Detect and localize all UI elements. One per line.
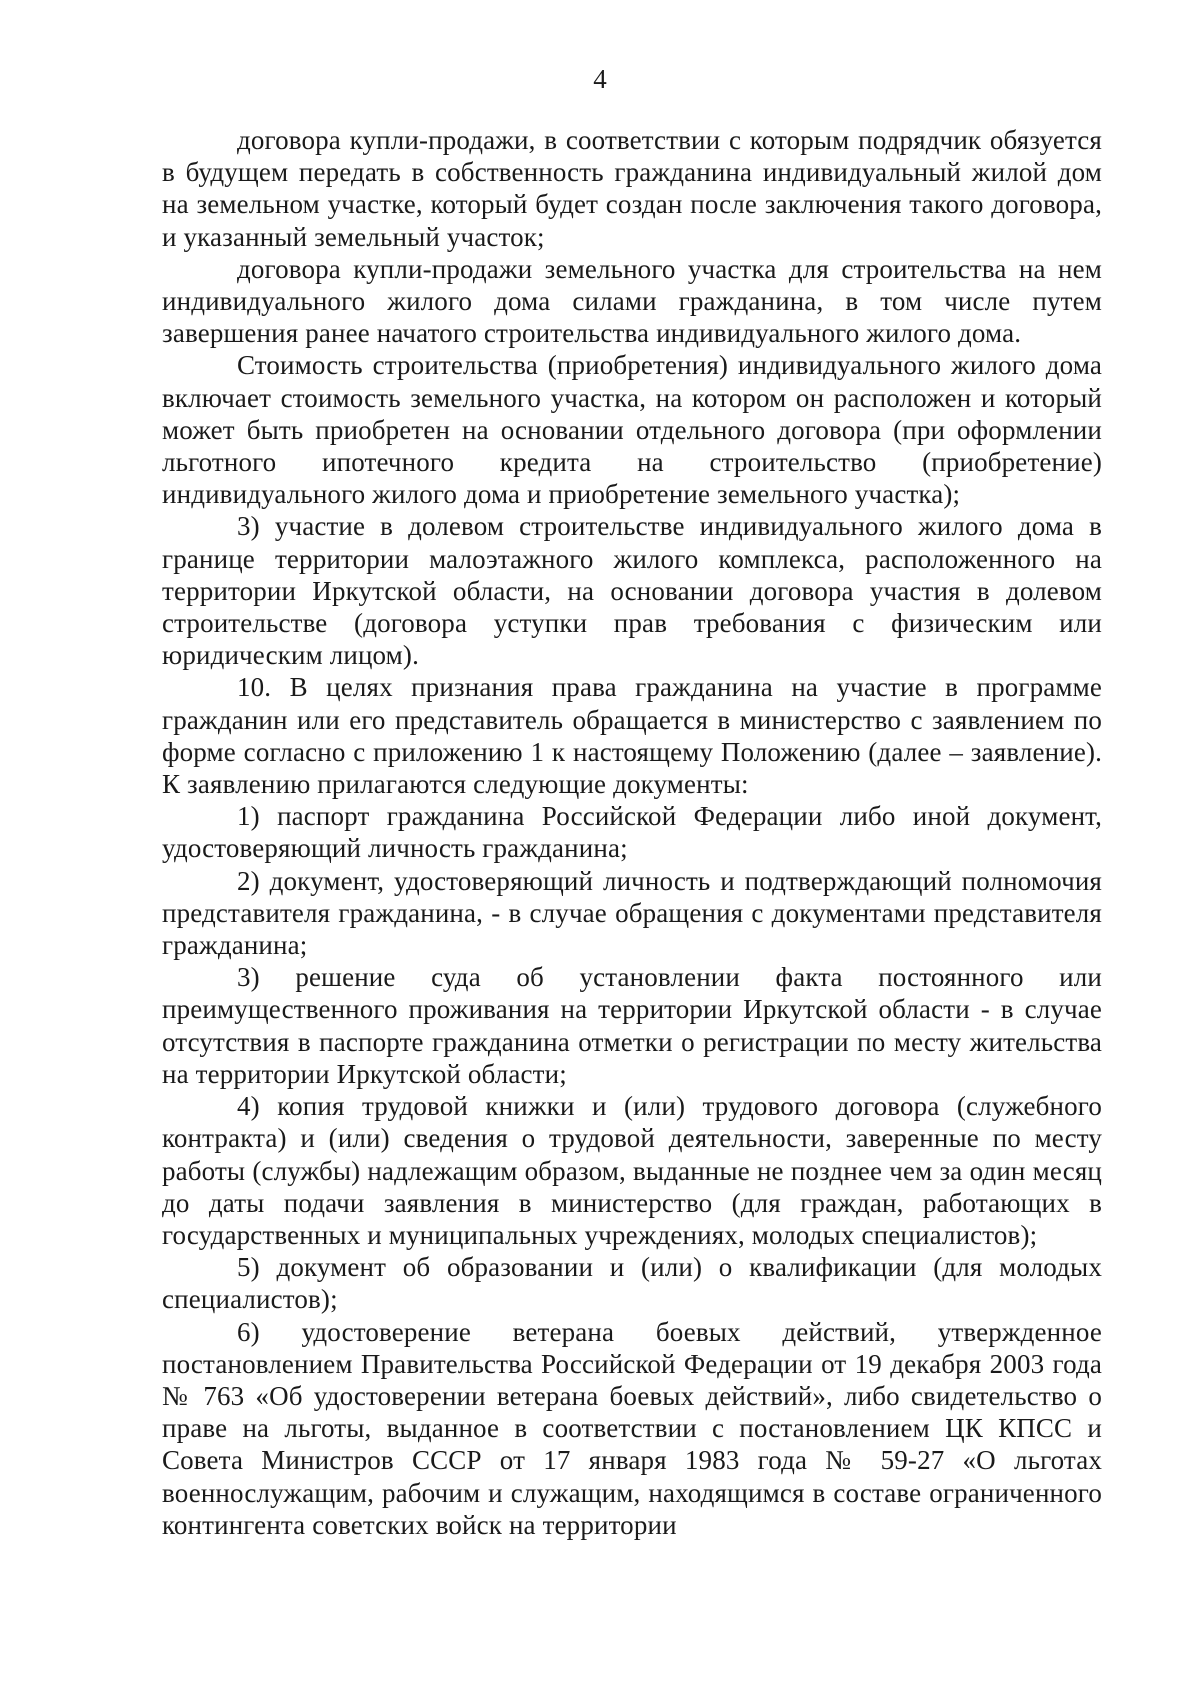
paragraph: договора купли-продажи земельного участка для строительства на нем индивидуального жилого дома силами гражданина, в том числе путем завершения ранее начатого строительства индивидуального жилого дома. <box>162 253 1102 349</box>
paragraph: 10. В целях признания права гражданина на участие в программе гражданин или его представитель обращается в министерство с заявлением по форме согласно с приложению 1 к настоящему Положению (далее – заявление). К заявлению прилагаются следующие документы: <box>162 672 1102 800</box>
paragraph: 3) участие в долевом строительстве индивидуального жилого дома в границе территории малоэтажного жилого комплекса, расположенного на территории Иркутской области, на основании договора участия в долевом строительстве (договора уступки прав требования с физическим или юридическим лицом). <box>162 511 1102 671</box>
paragraph: договора купли-продажи, в соответствии с которым подрядчик обязуется в будущем передать в собственность гражданина индивидуальный жилой дом на земельном участке, который будет создан после заключения такого договора, и указанный земельный участок; <box>162 125 1102 252</box>
paragraph: 6) удостоверение ветерана боевых действий, утвержденное постановлением Правительства Российской Федерации от 19 декабря 2003 года № 763 «Об удостоверении ветерана боевых действий», либо свидетельство о праве на льготы, выданное в соответствии с постановлением ЦК КПСС и Совета Министров СССР от 17 января 1983 года № 59-27 «О льготах военнослужащим, рабочим и служащим, находящимся в составе ограниченного контингента советских войск на территории <box>162 1316 1102 1540</box>
paragraph: 5) документ об образовании и (или) о квалификации (для молодых специалистов); <box>162 1252 1102 1315</box>
paragraph: 3) решение суда об установлении факта постоянного или преимущественного проживания на территории Иркутской области - в случае отсутствия в паспорте гражданина отметки о регистрации по месту жительства на территории Иркутской области; <box>162 962 1102 1089</box>
paragraph: 2) документ, удостоверяющий личность и подтверждающий полномочия представителя гражданина, - в случае обращения с документами представителя гражданина; <box>162 865 1102 961</box>
paragraph: Стоимость строительства (приобретения) индивидуального жилого дома включает стоимость земельного участка, на котором он расположен и который может быть приобретен на основании отдельного договора (при оформлении льготного ипотечного кредита на строительство (приобретение) индивидуального жилого дома и приобретение земельного участка); <box>162 350 1102 510</box>
document-body <box>162 124 1102 1541</box>
paragraph: 4) копия трудовой книжки и (или) трудового договора (служебного контракта) и (или) сведения о трудовой деятельности, заверенные по месту работы (службы) надлежащим образом, выданные не позднее чем за один месяц до даты подачи заявления в министерство (для граждан, работающих в государственных и муниципальных учреждениях, молодых специалистов); <box>162 1091 1102 1250</box>
page-number: 4 <box>593 64 607 94</box>
paragraph: 1) паспорт гражданина Российской Федерации либо иной документ, удостоверяющий личность гражданина; <box>162 801 1102 864</box>
